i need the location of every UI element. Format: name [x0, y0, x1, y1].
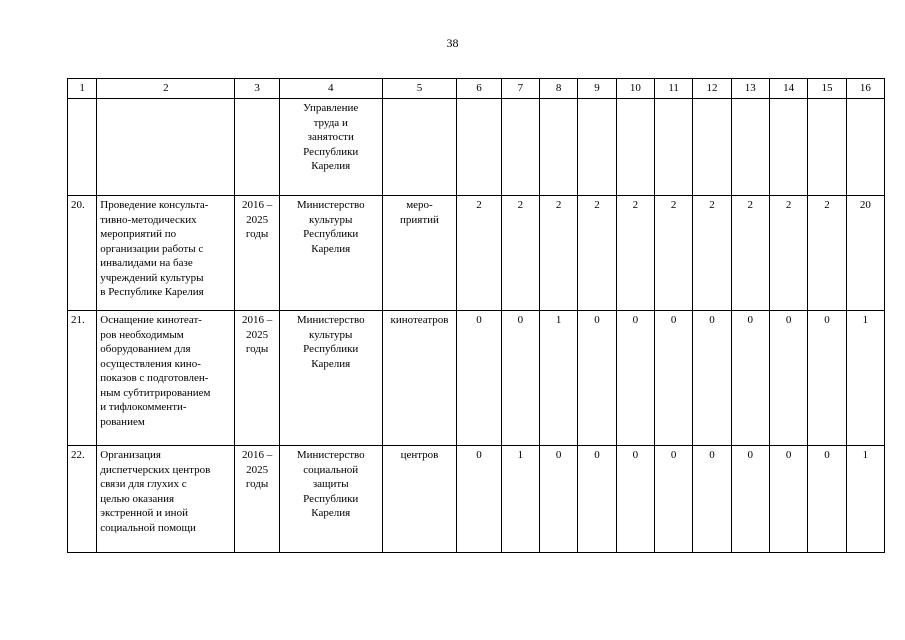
measure-name — [97, 311, 235, 446]
value-cell: 0 — [693, 446, 731, 553]
value-cell: 1 — [540, 311, 578, 446]
executor-line: Карелия — [311, 160, 351, 172]
value-cell: 0 — [578, 311, 616, 446]
measure-name-line: инвалидами на базе — [100, 257, 193, 269]
period — [235, 99, 279, 196]
period-line: 2025 — [246, 213, 269, 226]
value-cell: 0 — [616, 446, 654, 553]
measure-name-line: рованием — [100, 415, 145, 428]
measure-name-line: целью оказания — [100, 492, 175, 505]
executor-line: Республики — [303, 492, 359, 505]
value-cell: 0 — [769, 446, 807, 553]
value-cell — [846, 99, 884, 196]
header-cell: 9 — [578, 79, 616, 99]
value-cell: 2 — [578, 196, 616, 311]
executor — [279, 446, 382, 553]
unit — [382, 311, 457, 446]
measure-name — [97, 196, 235, 311]
value-cell: 0 — [808, 311, 846, 446]
program-table — [67, 78, 885, 553]
value-cell: 0 — [616, 311, 654, 446]
executor-line: труда и — [313, 116, 348, 129]
period-line: 2025 — [246, 463, 269, 476]
measure-name-line: оборудованием для — [100, 343, 191, 355]
measure-name-line: мероприятий по — [100, 228, 177, 240]
executor-line: Республики — [303, 343, 359, 355]
row-number: 20. — [68, 196, 97, 311]
header-cell: 11 — [654, 79, 692, 99]
header-cell: 8 — [540, 79, 578, 99]
value-cell: 0 — [769, 311, 807, 446]
executor-line: Республики — [303, 145, 359, 158]
measure-name-line: ным субтитрированием — [100, 386, 211, 399]
measure-name-line: социальной помощи — [100, 521, 196, 534]
value-cell: 0 — [457, 446, 501, 553]
value-cell — [731, 99, 769, 196]
period-line: 2025 — [246, 328, 269, 341]
header-cell: 2 — [97, 79, 235, 99]
measure-name-line: экстренной и иной — [100, 507, 188, 519]
header-cell: 6 — [457, 79, 501, 99]
unit-line: центров — [400, 449, 439, 461]
header-cell: 1 — [68, 79, 97, 99]
period-line: годы — [245, 478, 269, 490]
value-cell: 2 — [457, 196, 501, 311]
measure-name-line: Проведение консульта- — [100, 199, 209, 211]
value-cell — [693, 99, 731, 196]
executor-line: Министерство — [296, 199, 365, 211]
measure-name-line: в Республике Карелия — [100, 286, 204, 298]
value-cell: 2 — [540, 196, 578, 311]
header-cell: 16 — [846, 79, 884, 99]
measure-name-line: Оснащение кинотеат- — [100, 314, 202, 326]
value-cell: 0 — [457, 311, 501, 446]
measure-name-line: Организация — [100, 449, 161, 461]
value-cell: 2 — [616, 196, 654, 311]
executor-line: культуры — [309, 213, 353, 226]
executor — [279, 196, 382, 311]
value-cell — [540, 99, 578, 196]
measure-name — [97, 446, 235, 553]
unit-line: приятий — [400, 213, 439, 226]
measure-name-line: показов с подготовлен- — [100, 372, 209, 384]
period-line: годы — [245, 343, 269, 355]
header-cell: 5 — [382, 79, 457, 99]
value-cell: 0 — [693, 311, 731, 446]
period — [235, 446, 279, 553]
value-cell: 1 — [501, 446, 539, 553]
row-number — [68, 99, 97, 196]
period-line: 2016 – — [241, 314, 273, 326]
value-cell — [654, 99, 692, 196]
value-cell — [501, 99, 539, 196]
executor-line: культуры — [309, 328, 353, 341]
unit — [382, 99, 457, 196]
header-cell: 7 — [501, 79, 539, 99]
executor-line: Управление — [303, 102, 359, 114]
value-cell: 0 — [540, 446, 578, 553]
value-cell: 20 — [846, 196, 884, 311]
value-cell — [457, 99, 501, 196]
value-cell: 0 — [808, 446, 846, 553]
value-cell — [616, 99, 654, 196]
measure-name-line: ров необходимым — [100, 328, 184, 341]
executor-line: Карелия — [311, 242, 351, 255]
measure-name-line: связи для глухих с — [100, 478, 187, 490]
value-cell — [578, 99, 616, 196]
period-line: 2016 – — [241, 199, 273, 211]
unit — [382, 446, 457, 553]
value-cell: 0 — [654, 446, 692, 553]
value-cell: 2 — [731, 196, 769, 311]
executor — [279, 311, 382, 446]
value-cell: 2 — [808, 196, 846, 311]
header-cell: 12 — [693, 79, 731, 99]
executor — [279, 99, 382, 196]
header-cell: 14 — [769, 79, 807, 99]
unit-line: кинотеатров — [390, 314, 449, 326]
value-cell: 2 — [693, 196, 731, 311]
value-cell: 1 — [846, 446, 884, 553]
executor-line: защиты — [312, 478, 349, 490]
value-cell: 0 — [654, 311, 692, 446]
value-cell: 2 — [654, 196, 692, 311]
executor-line: Карелия — [311, 507, 351, 519]
period — [235, 196, 279, 311]
measure-name — [97, 99, 235, 196]
value-cell: 0 — [578, 446, 616, 553]
executor-line: Карелия — [311, 357, 351, 370]
measure-name-line: и тифлокомменти- — [100, 401, 187, 413]
value-cell — [808, 99, 846, 196]
unit-line: меро- — [406, 199, 433, 211]
unit — [382, 196, 457, 311]
table-row — [68, 196, 885, 311]
measure-name-line: организации работы с — [100, 242, 204, 255]
measure-name-line: тивно-методических — [100, 213, 197, 226]
row-number: 21. — [68, 311, 97, 446]
value-cell: 0 — [501, 311, 539, 446]
page-number: 38 — [446, 36, 459, 50]
executor-line: Министерство — [296, 314, 365, 326]
table-row — [68, 99, 885, 196]
executor-line: Республики — [303, 228, 359, 240]
measure-name-line: учреждений культуры — [100, 271, 204, 284]
row-number: 22. — [68, 446, 97, 553]
value-cell: 0 — [731, 446, 769, 553]
measure-name-line: диспетчерских центров — [100, 463, 211, 476]
period-line: годы — [245, 228, 269, 240]
executor-line: занятости — [307, 131, 354, 143]
header-row — [68, 79, 885, 99]
period-line: 2016 – — [241, 449, 273, 461]
value-cell: 2 — [501, 196, 539, 311]
measure-name-line: осуществления кино- — [100, 357, 201, 370]
header-cell: 3 — [235, 79, 279, 99]
executor-line: социальной — [303, 463, 359, 476]
value-cell: 2 — [769, 196, 807, 311]
value-cell — [769, 99, 807, 196]
executor-line: Министерство — [296, 449, 365, 461]
header-cell: 15 — [808, 79, 846, 99]
value-cell: 1 — [846, 311, 884, 446]
period — [235, 311, 279, 446]
header-cell: 4 — [279, 79, 382, 99]
header-cell: 10 — [616, 79, 654, 99]
table-row — [68, 311, 885, 446]
header-cell: 13 — [731, 79, 769, 99]
value-cell: 0 — [731, 311, 769, 446]
table-row — [68, 446, 885, 553]
